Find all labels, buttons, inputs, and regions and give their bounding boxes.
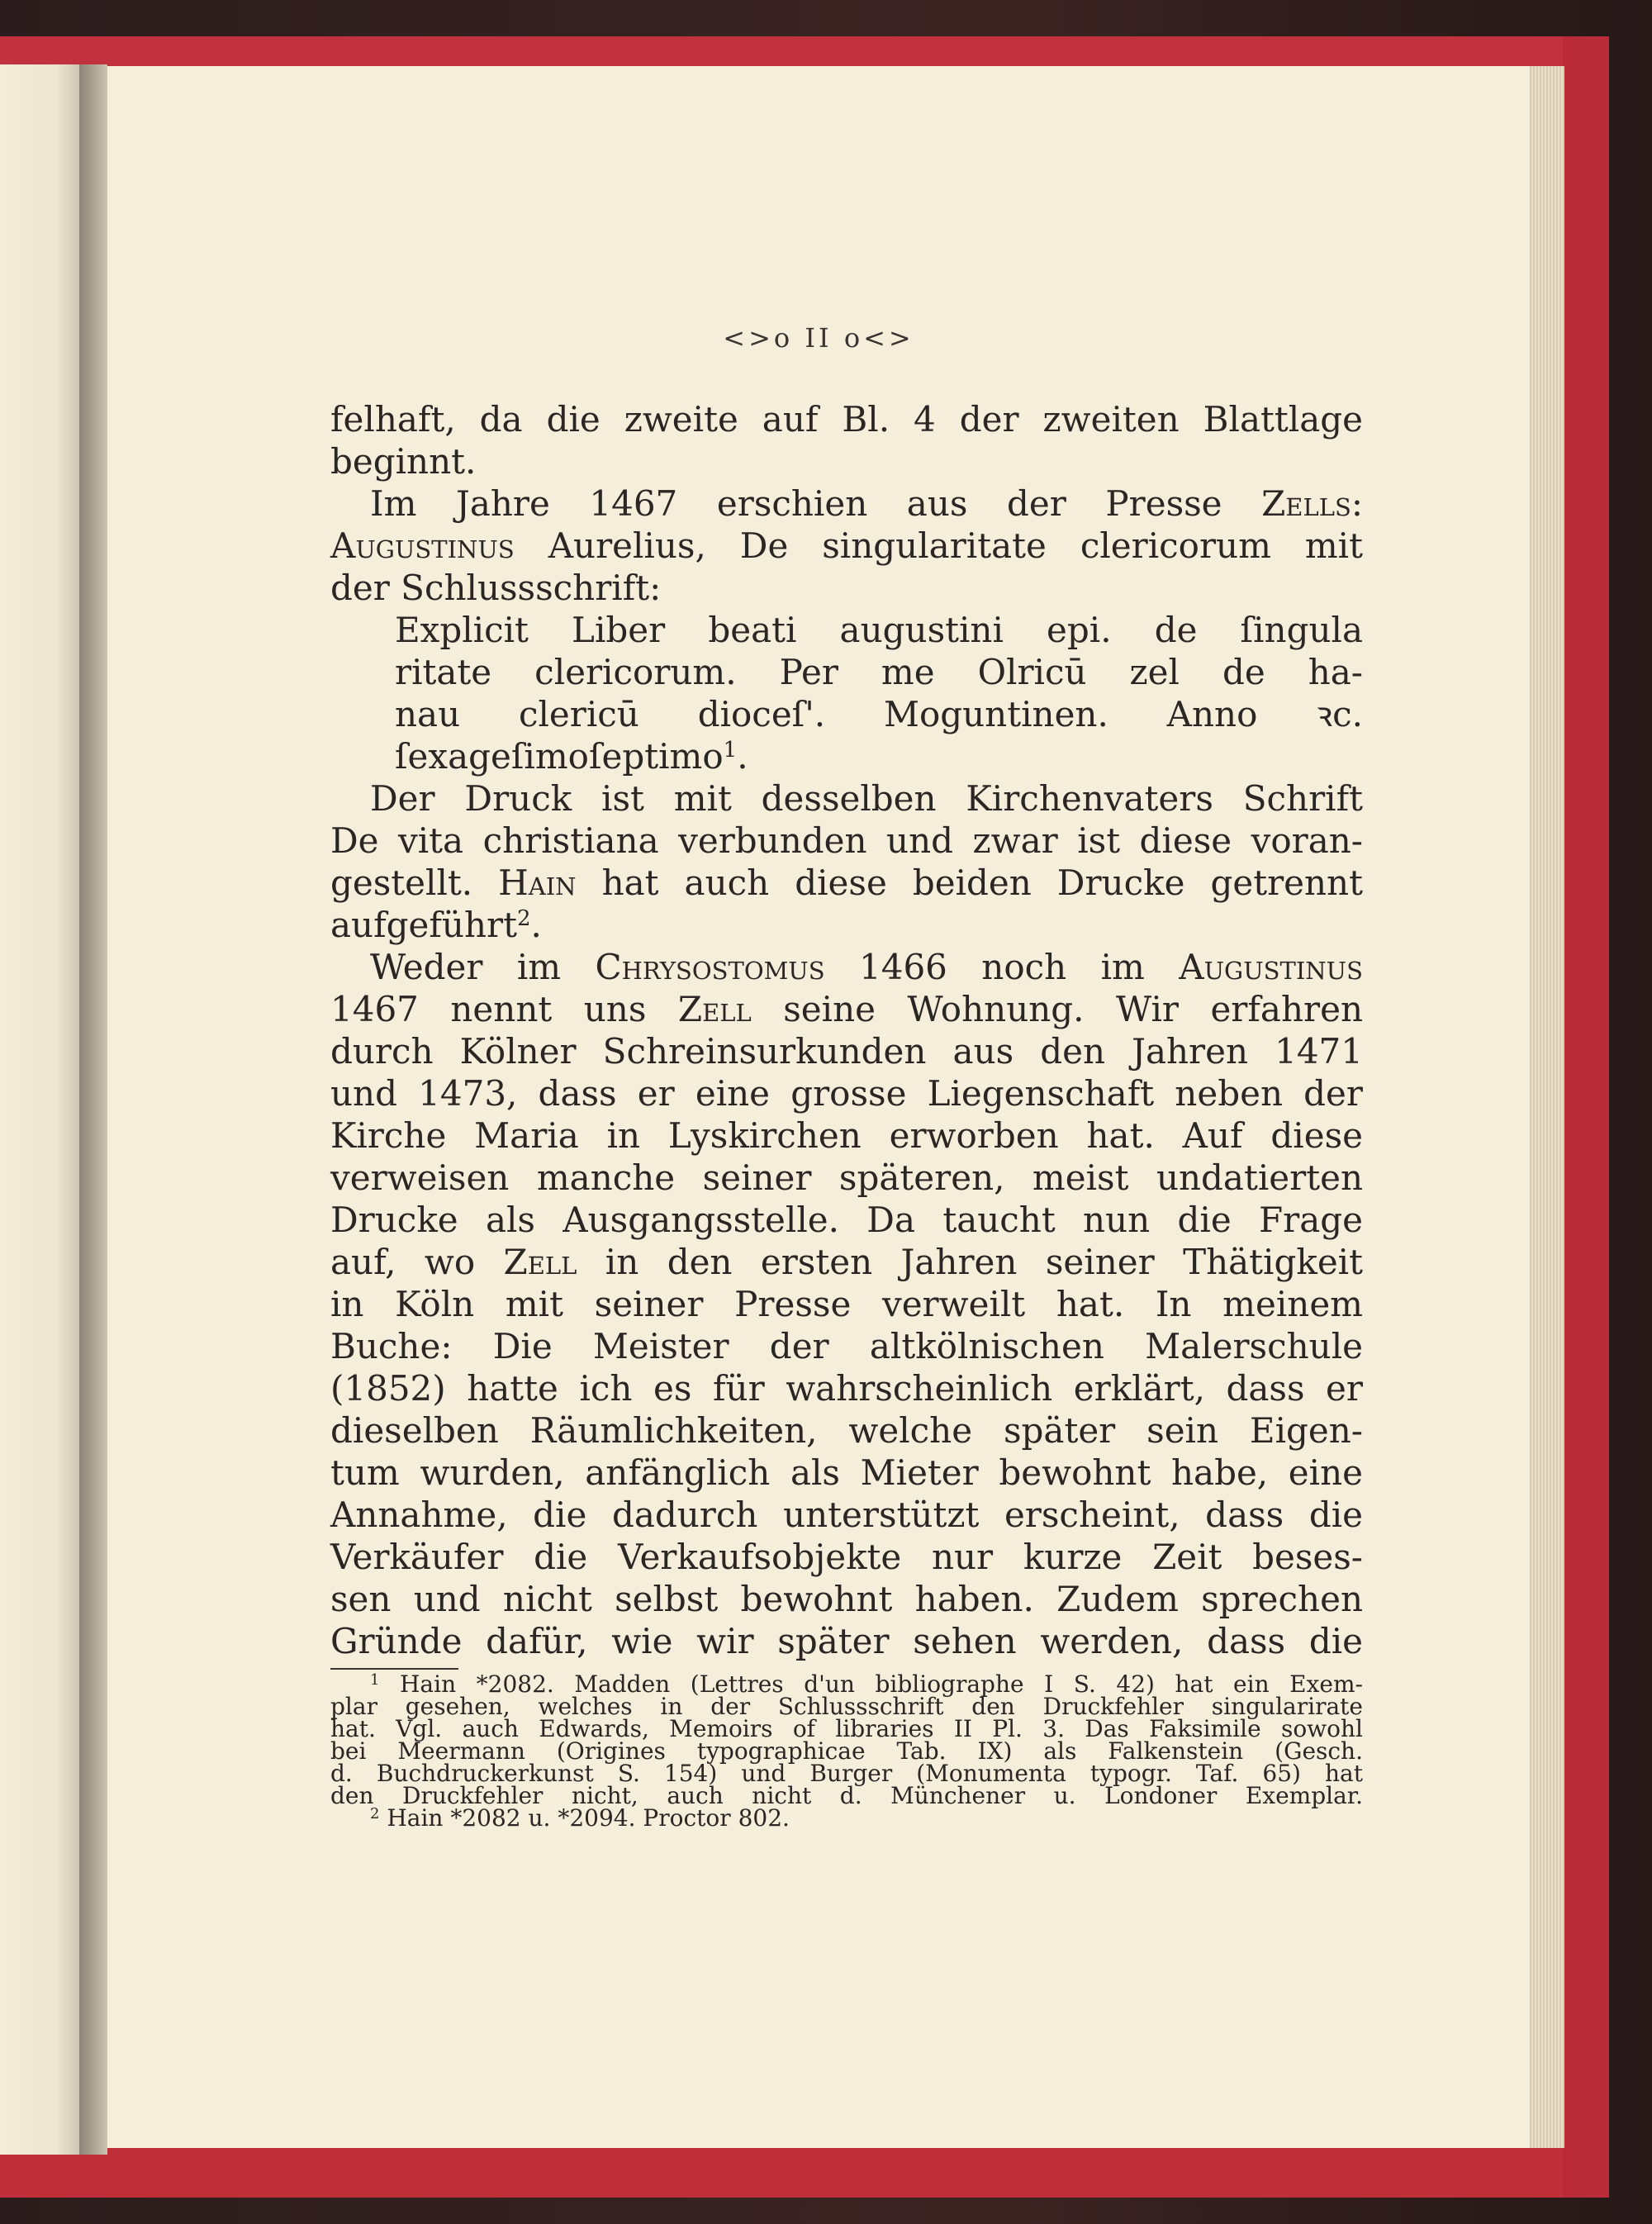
page-number: <>o II o<> xyxy=(723,322,914,354)
cover-edge-bottom xyxy=(0,2148,1609,2198)
text-line: der Schlussschrift: xyxy=(330,568,662,608)
name-augustinus: Augustinus xyxy=(1179,947,1363,987)
text-line: Im Jahre 1467 erschien aus der Presse Zells: xyxy=(370,483,1363,524)
text-line: Drucke als Ausgangsstelle. Da taucht nun die Frage xyxy=(330,1200,1363,1240)
name-chrysostomus: Chrysostomus xyxy=(595,947,825,987)
text-line: verweisen manche seiner späteren, meist undatierten xyxy=(330,1157,1363,1198)
book-gutter xyxy=(79,64,107,2155)
right-page xyxy=(107,66,1530,2148)
quote-line: ſexageſimoſeptimo$^1$. xyxy=(395,736,748,777)
text-line: dieselben Räumlichkeiten, welche später sein Eigen- xyxy=(330,1410,1363,1451)
footnote-rule xyxy=(330,1668,458,1670)
text-line: Augustinus Aurelius, De singularitate clericorum mit xyxy=(330,525,1363,566)
text-line: Gründe dafür, wie wir später sehen werden, dass die xyxy=(330,1621,1363,1661)
name-augustinus: Augustinus xyxy=(330,525,515,566)
text-line: durch Kölner Schreinsurkunden aus den Jahren 1471 xyxy=(330,1031,1363,1072)
text-line: auf, wo Zell in den ersten Jahren seiner Thätigkeit xyxy=(330,1242,1363,1282)
left-page-edge xyxy=(0,64,79,2155)
footnote-mark-1: 1 xyxy=(370,1671,380,1689)
text-line: De vita christiana verbunden und zwar ist diese voran- xyxy=(330,820,1363,861)
footnote-line: $^1$ Hain *2082. Madden (Lettres d'un bibliographe I S. 42) hat ein Exem- xyxy=(370,1670,1363,1698)
text-line: Verkäufer die Verkaufsobjekte nur kurze Zeit beses- xyxy=(330,1537,1363,1577)
footnote-line: plar gesehen, welches in der Schlussschrift den Druckfehler singularirate xyxy=(330,1693,1363,1720)
text-line: gestellt. Hain hat auch diese beiden Drucke getrennt xyxy=(330,863,1363,903)
name-zells: Zells xyxy=(1261,483,1351,524)
text-line: tum wurden, anfänglich als Mieter bewohnt habe, eine xyxy=(330,1452,1363,1493)
page-block-edges xyxy=(1528,66,1564,2148)
footnote-line: hat. Vgl. auch Edwards, Memoirs of libraries II Pl. 3. Das Faksimile sowohl xyxy=(330,1715,1363,1742)
text-line: (1852) hatte ich es für wahrscheinlich erklärt, dass er xyxy=(330,1368,1363,1409)
footnote-line: d. Buchdruckerkunst S. 154) und Burger (Monumenta typogr. Taf. 65) hat xyxy=(330,1760,1363,1787)
quote-line: nau clericū dioceſ'. Moguntinen. Anno ꝛc. xyxy=(395,694,1363,734)
text-line: 1467 nennt uns Zell seine Wohnung. Wir erfahren xyxy=(330,989,1363,1029)
text-line: Annahme, die dadurch unterstützt erscheint, dass die xyxy=(330,1495,1363,1535)
footnotes xyxy=(330,1670,1363,1832)
footnote-line: $^2$ Hain *2082 u. *2094. Proctor 802. xyxy=(370,1804,790,1832)
quote-line: Explicit Liber beati augustini epi. de ſingula xyxy=(395,610,1363,650)
text-line: und 1473, dass er eine grosse Liegenschaft neben der xyxy=(330,1073,1363,1114)
footnote-line: bei Meermann (Origines typographicae Tab. IX) als Falkenstein (Gesch. xyxy=(330,1737,1363,1765)
text-line: beginnt. xyxy=(330,441,477,482)
text-line: in Köln mit seiner Presse verweilt hat. In meinem xyxy=(330,1284,1363,1324)
footnote-ref-2: 2 xyxy=(516,906,531,931)
cover-edge-top xyxy=(0,36,1609,69)
quote-line: ritate clericorum. Per me Olricū zel de ha- xyxy=(395,652,1363,692)
text-line: aufgeführt$^2$. xyxy=(330,905,542,945)
text-line: Kirche Maria in Lyskirchen erworben hat. Auf diese xyxy=(330,1115,1363,1156)
text-line: Buche: Die Meister der altkölnischen Malerschule xyxy=(330,1326,1363,1366)
text-line: Weder im Chrysostomus 1466 noch im Augustinus xyxy=(370,947,1363,987)
text-line: sen und nicht selbst bewohnt haben. Zudem sprechen xyxy=(330,1579,1363,1619)
cover-edge-right xyxy=(1563,36,1609,2198)
text-line: Der Druck ist mit desselben Kirchenvaters Schrift xyxy=(370,778,1363,819)
footnote-line: den Druckfehler nicht, auch nicht d. Münchener u. Londoner Exemplar. xyxy=(330,1782,1363,1809)
name-zell: Zell xyxy=(503,1242,577,1282)
main-text xyxy=(330,398,1363,1662)
name-zell: Zell xyxy=(677,989,752,1029)
footnote-ref-1: 1 xyxy=(723,738,738,763)
name-hain: Hain xyxy=(498,863,577,903)
footnote-mark-2: 2 xyxy=(370,1805,380,1822)
text-line: felhaft, da die zweite auf Bl. 4 der zweiten Blattlage xyxy=(330,399,1363,440)
